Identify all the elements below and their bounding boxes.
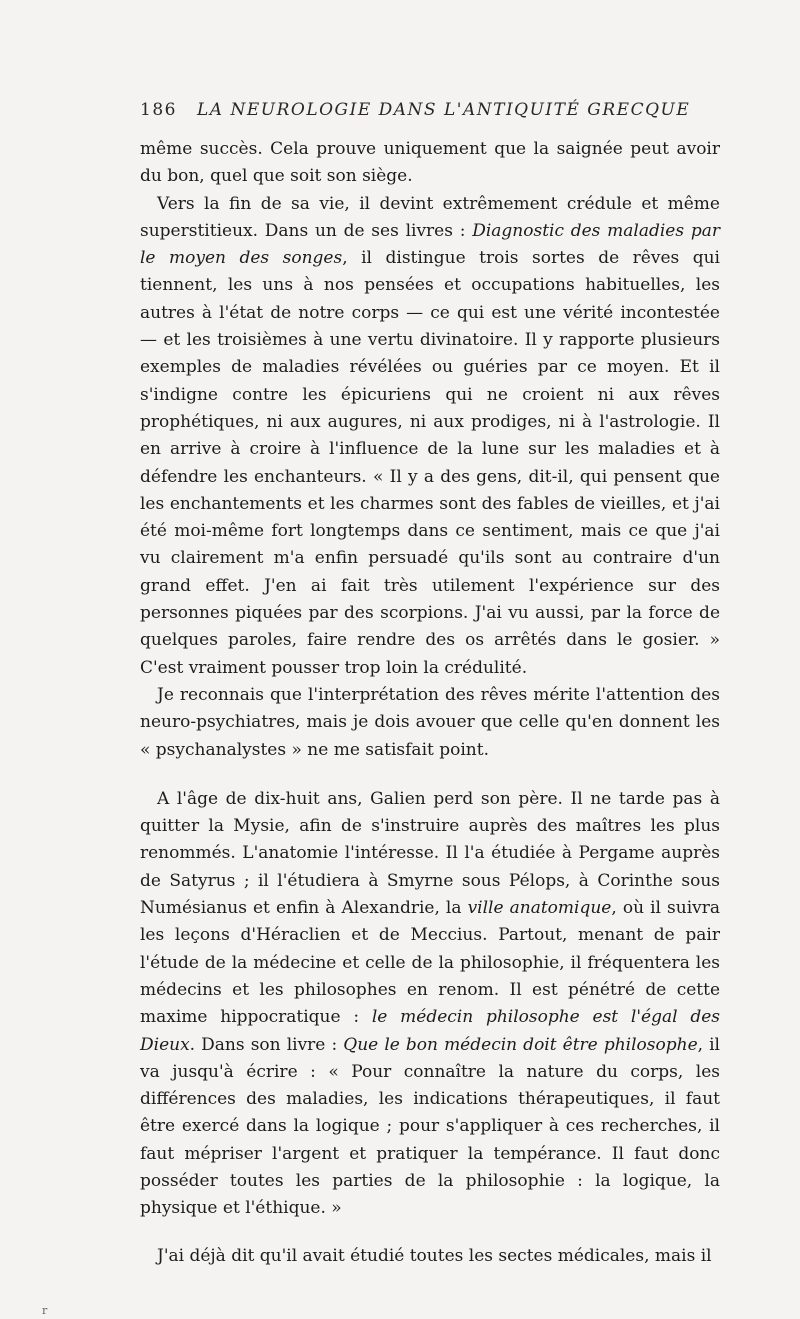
paragraph-superstition xyxy=(140,191,720,682)
stray-mark: r xyxy=(42,1304,48,1317)
text-run: même succès. Cela prouve uniquement que la saignée peut avoir du bon, quel que soit son siège. xyxy=(140,139,720,187)
text-run: , où il suivra les leçons d'Héraclien et de Meccius. Partout, menant de pair l'étude de la médecine et celle de la philosophie, il fréquentera les médecins et les philosophes en renom. Il est pénétré de cette maxime hippocratique : xyxy=(140,898,720,1028)
book-title-bon-medecin: Que le bon médecin doit être philosophe xyxy=(343,1034,698,1055)
text-run: A l'âge de dix-huit ans, Galien perd son père. Il ne tarde pas à quitter la Mysie, afin de s'instruire auprès des maîtres les plus renommés. L'anatomie l'intéresse. Il l'a étudiée à Pergame auprès de Satyrus ; il l'étudiera à Smyrne sous Pélops, à Corinthe sous Numésianus et enfin à Alexandrie, la xyxy=(140,788,720,919)
body-text xyxy=(140,136,720,1270)
text-run: , il distingue trois sortes de rêves qui tiennent, les uns à nos pensées et occupations habituelles, les autres à l'état de notre corps — ce qui est une vérité incontestée — et les troisièmes à une vertu divinatoire. Il y rapporte plusieurs exemples de maladies révélées ou guéries par ce moyen. Et il s'indigne contre les épicuriens qui ne croient ni aux rêves prophétiques, ni aux augures, ni aux prodiges, ni à l'astrologie. Il en arrive à croire à l'influence de la lune sur les maladies et à défendre les enchanteurs. « Il y a des gens, dit-il, qui pensent que les enchantements et les charmes sont des fables de vieilles, et j'ai été moi-même fort longtemps dans ce sentiment, mais ce que j'ai vu clairement m'a enfin persuadé qu'ils sont au contraire d'un grand effet. J'en ai fait très utilement l'expérience sur des personnes piquées par des scorpions. J'ai vu aussi, par la force de quelques paroles, faire rendre des os arrêtés dans le gosier. » C'est vraiment pousser trop loin la crédulité. xyxy=(140,248,720,678)
paragraph-dreams xyxy=(140,682,720,764)
running-title: LA NEUROLOGIE DANS L'ANTIQUITÉ GRECQUE xyxy=(197,100,691,120)
text-run: Je reconnais que l'interprétation des rêves mérite l'attention des neuro-psychiatres, mais je dois avouer que celle qu'en donnent les « psychanalystes » ne me satisfait point. xyxy=(140,684,720,760)
italic-maxim: le médecin philosophe est l'égal des Dieux xyxy=(140,1007,720,1055)
text-run: J'ai déjà dit qu'il avait étudié toutes les sectes médicales, mais il xyxy=(157,1245,712,1266)
italic-ville-anatomique: ville anatomique xyxy=(467,898,612,919)
paragraph-continuation xyxy=(140,136,720,191)
text-run: , il va jusqu'à écrire : « Pour connaître la nature du corps, les différences des maladies, les indications thérapeutiques, il faut être exercé dans la logique ; pour s'appliquer à ces recherches, il faut mépriser l'argent et pratiquer la tempérance. Il faut donc posséder toutes les parties de la philosophie : la logique, la physique et l'éthique. » xyxy=(140,1034,720,1219)
page-number: 186 xyxy=(140,100,177,120)
text-run: . Dans son livre : xyxy=(189,1034,344,1055)
running-header xyxy=(140,100,720,124)
book-title-diagnostic: Diagnostic des maladies par le moyen des songes xyxy=(140,220,720,269)
paragraph-education xyxy=(140,786,720,1223)
paragraph-sects xyxy=(140,1243,720,1270)
text-run: Vers la fin de sa vie, il devint extrêmement crédule et même superstitieux. Dans un de ses livres : xyxy=(140,193,720,241)
